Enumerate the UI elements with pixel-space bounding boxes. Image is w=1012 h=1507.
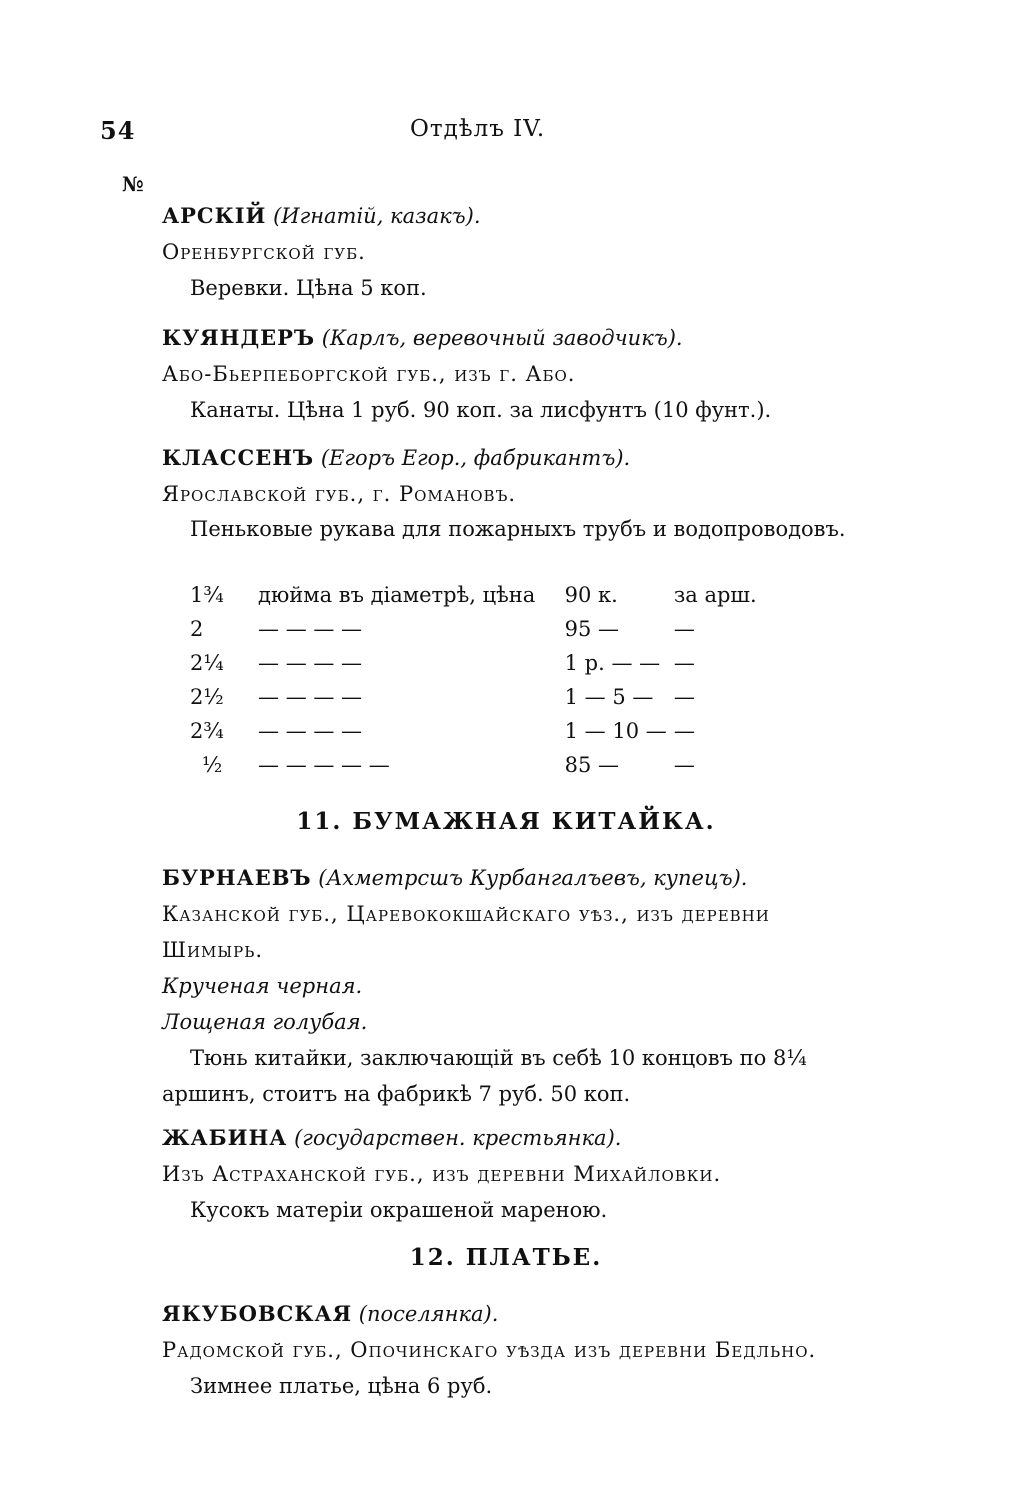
entry-name: ЖАБИНА	[162, 1125, 288, 1150]
entry-klassen	[162, 440, 862, 546]
section-title-12: 12. ПЛАТЬЕ.	[409, 1244, 603, 1271]
section-title-11: 11. БУМАЖНАЯ КИТАЙКА.	[296, 808, 716, 835]
size-cell: 2	[190, 617, 204, 641]
size-cell: ½	[202, 753, 223, 777]
desc-cell: — — — —	[258, 617, 363, 641]
size-cell: 2¼	[190, 651, 224, 675]
entry-description: (государствен. крестьянка).	[294, 1126, 622, 1150]
page-number: 54	[100, 116, 136, 145]
entry-name: КУЯНДЕРЪ	[162, 325, 316, 350]
price-cell: 85 —	[564, 753, 620, 777]
entry-place: Казанской губ., Царевококшайскаго уѣз., изъ деревни	[162, 902, 770, 926]
entry-place-cont: Шимырь.	[162, 938, 264, 962]
desc-cell: — — — —	[258, 651, 363, 675]
table-row	[190, 680, 790, 714]
entry-text: Пеньковые рукава для пожарныхъ трубъ и водопроводовъ.	[190, 517, 846, 541]
desc-cell: — — — —	[258, 719, 363, 743]
desc-cell: — — — —	[258, 685, 363, 709]
entry-kuyander	[162, 320, 862, 428]
entry-name: ЯКУБОВСКАЯ	[162, 1301, 353, 1326]
size-cell: 2¾	[190, 719, 224, 743]
unit-cell: —	[673, 651, 695, 675]
entry-text: Веревки. Цѣна 5 коп.	[190, 276, 427, 300]
entry-heading	[162, 198, 862, 234]
entry-heading	[162, 860, 862, 896]
entry-text-cont: аршинъ, стоитъ на фабрикѣ 7 руб. 50 коп.	[162, 1082, 631, 1106]
price-cell: 90 к.	[564, 583, 618, 607]
unit-cell: —	[673, 685, 695, 709]
size-cell: 1¾	[190, 583, 224, 607]
entry-heading	[162, 1296, 862, 1332]
entry-arsky	[162, 198, 862, 306]
entry-description: (Карлъ, веревочный заводчикъ).	[321, 326, 683, 350]
table-row	[190, 714, 790, 748]
numero-sign: №	[122, 172, 144, 196]
size-price-table	[190, 578, 790, 782]
price-cell: 1 р. — —	[564, 651, 661, 675]
entry-text: Тюнь китайки, заключающій въ себѣ 10 концовъ по 8¼	[190, 1046, 807, 1070]
entry-description: (Игнатій, казакъ).	[273, 204, 481, 228]
table-row	[190, 748, 790, 782]
entry-text: Канаты. Цѣна 1 руб. 90 коп. за лисфунтъ (10 фунт.).	[190, 398, 772, 422]
unit-cell: —	[673, 753, 695, 777]
desc-cell: — — — — —	[258, 753, 390, 777]
entry-item: Лощеная голубая.	[162, 1010, 368, 1034]
entry-text: Кусокъ матеріи окрашеной мареною.	[190, 1198, 608, 1222]
table-row	[190, 612, 790, 646]
entry-name: БУРНАЕВЪ	[162, 865, 312, 890]
entry-zhabina	[162, 1120, 862, 1228]
desc-cell: дюйма въ діаметрѣ, цѣна	[258, 583, 536, 607]
entry-description: (поселянка).	[358, 1302, 499, 1326]
entry-name: КЛАССЕНЪ	[162, 445, 315, 470]
size-cell: 2½	[190, 685, 224, 709]
entry-place: Ярославской губ., г. Романовъ.	[162, 482, 517, 506]
price-cell: 1 — 10 —	[564, 719, 667, 743]
entry-place: Изъ Астраханской губ., изъ деревни Михайловки.	[162, 1162, 722, 1186]
entry-description: (Ахметрсшъ Курбангалъевъ, купецъ).	[318, 866, 748, 890]
entry-place: Оренбургской губ.	[162, 240, 366, 264]
entry-item: Крученая черная.	[162, 974, 363, 998]
entry-place: Радомской губ., Опочинскаго уѣзда изъ деревни Бедльно.	[162, 1338, 817, 1362]
entry-heading	[162, 440, 862, 476]
page-header	[100, 116, 860, 146]
table-row	[190, 646, 790, 680]
entry-text: Зимнее платье, цѣна 6 руб.	[190, 1374, 493, 1398]
entry-heading	[162, 320, 862, 356]
entry-yakubovskaya	[162, 1296, 862, 1404]
running-head: Отдѣлъ IV.	[410, 116, 546, 142]
price-cell: 1 — 5 —	[564, 685, 654, 709]
unit-cell: —	[673, 617, 695, 641]
entry-place: Або-Бьерпеборгской губ., изъ г. Або.	[162, 362, 576, 386]
entry-name: АРСКІЙ	[162, 203, 267, 228]
entry-heading	[162, 1120, 862, 1156]
entry-burnaev	[162, 860, 862, 1112]
entry-description: (Егоръ Егор., фабрикантъ).	[320, 446, 631, 470]
unit-cell: за арш.	[673, 583, 757, 607]
table-row	[190, 578, 790, 612]
unit-cell: —	[673, 719, 695, 743]
price-cell: 95 —	[564, 617, 620, 641]
